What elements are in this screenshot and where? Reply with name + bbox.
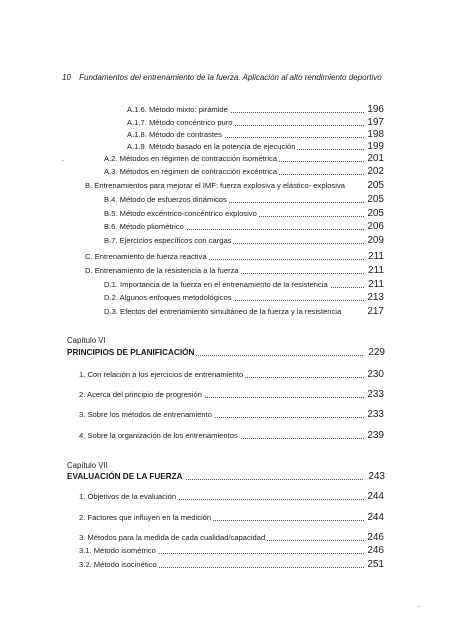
toc-entry-page: 199 xyxy=(364,141,384,152)
chapter-label: Capítulo VI xyxy=(67,336,106,345)
toc-entry xyxy=(104,221,384,232)
toc-entry-page: 201 xyxy=(364,153,384,164)
chapter-label: Capítulo VII xyxy=(67,461,108,470)
toc-entry-label: 4. Sobre la organización de los entrenamientos xyxy=(79,431,238,440)
toc-entry-page: 239 xyxy=(364,430,384,441)
toc-entry-label: 2. Factores que influyen en la medición xyxy=(79,513,212,522)
chapter-title-page: 229 xyxy=(365,347,385,359)
toc-entry-label: A.2. Métodos en régimen de contracción isométrica xyxy=(104,154,278,163)
scan-speck xyxy=(418,606,420,607)
toc-entry-page: 211 xyxy=(365,279,384,290)
running-header xyxy=(62,73,382,82)
scan-speck xyxy=(62,160,64,161)
toc-entry xyxy=(104,292,384,303)
toc-entry xyxy=(85,180,384,191)
toc-entry xyxy=(127,117,384,128)
toc-entry-page: 211 xyxy=(365,251,384,262)
toc-entry xyxy=(85,265,384,276)
chapter-title-page: 243 xyxy=(365,471,385,483)
toc-entry-page: 246 xyxy=(364,532,384,543)
toc-entry-label: B.7. Ejercicios específicos con cargas xyxy=(104,236,232,245)
toc-entry-page: 233 xyxy=(364,389,384,400)
toc-entry-label: C. Entrenamiento de fuerza reactiva xyxy=(85,252,207,261)
toc-entry-label: A.1.6. Método mixto: pirámide xyxy=(127,105,228,114)
toc-entry-label: B.5. Método excéntrico-concéntrico explosivo xyxy=(104,209,257,218)
toc-entry-label: B.6. Método pliométrico xyxy=(104,222,184,231)
toc-entry-label: 3.2. Método isocinético xyxy=(79,560,157,569)
chapter-title-text: PRINCIPIOS DE PLANIFICACIÓN xyxy=(67,348,195,357)
toc-entry xyxy=(104,166,384,177)
toc-entry xyxy=(104,194,384,205)
toc-entry xyxy=(79,532,384,543)
chapter-title xyxy=(67,347,385,359)
toc-entry-label: 1. Objetivos de la evaluación xyxy=(79,492,177,501)
toc-entry xyxy=(104,235,384,246)
toc-entry-label: D.2. Algunos enfoques metodológicos xyxy=(104,293,232,302)
toc-entry xyxy=(127,141,384,152)
toc-entry-page: 196 xyxy=(364,104,384,115)
chapter-title xyxy=(67,471,385,483)
toc-entry-label: D. Entrenamiento de la resistencia a la fuerza xyxy=(85,266,239,275)
toc-entry-label: B. Entrenamientos para mejorar el IMF: fuerza explosiva y elástico- explosiva xyxy=(85,181,345,190)
toc-entry-page: 244 xyxy=(364,512,384,523)
toc-entry-page: 205 xyxy=(364,208,384,219)
toc-entry-label: 2. Acerca del principio de progresión xyxy=(79,390,202,399)
toc-entry-page: 205 xyxy=(364,180,384,191)
toc-entry-label: A.1.7. Método concéntrico puro xyxy=(127,118,233,127)
toc-entry-page: 246 xyxy=(364,545,384,556)
toc-entry xyxy=(104,279,384,290)
toc-entry xyxy=(104,208,384,219)
toc-entry-label: D.3. Efectos del entrenamiento simultáneo de la fuerza y la resistencia xyxy=(104,307,342,316)
toc-entry xyxy=(79,559,384,570)
toc-entry-label: 3. Métodos para la medida de cada cualidad/capacidad xyxy=(79,533,266,542)
toc-entry-label: A.3. Métodos en régimen de contracción excéntrica xyxy=(104,167,278,176)
toc-entry-page: 213 xyxy=(364,292,384,303)
toc-entry xyxy=(79,409,384,420)
toc-entry xyxy=(104,306,384,317)
toc-entry-page: 205 xyxy=(364,194,384,205)
toc-entry-label: 3.1. Método isométrico xyxy=(79,546,156,555)
header-page-number: 10 xyxy=(62,73,71,82)
toc-entry-page: 230 xyxy=(364,369,384,380)
chapter-title-text: EVALUACIÓN DE LA FUERZA xyxy=(67,472,183,481)
toc-entry xyxy=(79,389,384,400)
toc-entry xyxy=(127,104,384,115)
toc-entry-page: 251 xyxy=(364,559,384,570)
toc-entry xyxy=(79,430,384,441)
toc-entry-page: 202 xyxy=(364,166,384,177)
toc-entry xyxy=(79,369,384,380)
toc-entry xyxy=(85,251,384,262)
toc-entry-page: 233 xyxy=(364,409,384,420)
toc-entry-page: 197 xyxy=(364,117,384,128)
toc-entry xyxy=(127,129,384,140)
toc-entry-label: D.1. Importancia de la fuerza en el entrenamiento de la resistencia xyxy=(104,280,328,289)
toc-entry-page: 206 xyxy=(364,221,384,232)
toc-entry-label: A.1.8. Método de contrastes xyxy=(127,130,222,139)
toc-entry-label: A.1.9. Método basado en la potencia de ejecución xyxy=(127,142,296,151)
toc-entry-label: 3. Sobre los métodos de entrenamiento xyxy=(79,410,212,419)
toc-entry-page: 244 xyxy=(364,491,384,502)
toc-entry-label: B.4. Método de esfuerzos dinámicos xyxy=(104,195,227,204)
toc-entry xyxy=(79,545,384,556)
toc-entry xyxy=(79,512,384,523)
toc-entry xyxy=(79,491,384,502)
toc-entry-page: 209 xyxy=(364,235,384,246)
toc-entry-page: 198 xyxy=(364,129,384,140)
toc-entry-page: 217 xyxy=(364,306,384,317)
toc-entry-label: 1. Con relación a los ejercicios de entrenamiento xyxy=(79,370,244,379)
header-running-title: Fundamentos del entrenamiento de la fuerza. Aplicación al alto rendimiento deportivo xyxy=(79,73,382,82)
toc-entry xyxy=(104,153,384,164)
toc-entry-page: 211 xyxy=(365,265,384,276)
